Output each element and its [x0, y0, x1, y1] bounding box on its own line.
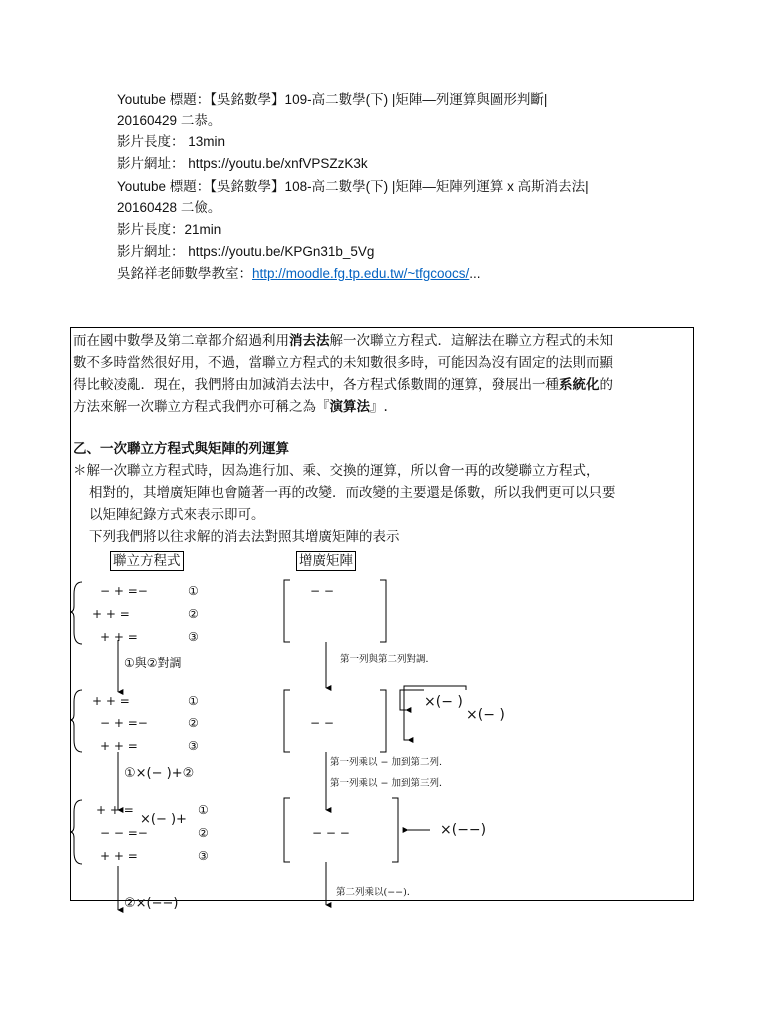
sys3-row-1: + + = — [96, 803, 134, 817]
label-augmented-matrix: 增廣矩陣 — [296, 551, 356, 571]
sys1-row-1: − + =− — [100, 584, 148, 598]
header-line-2: 20160429 二恭。 — [117, 113, 222, 128]
bracket-matrix-2-left — [284, 690, 290, 752]
sys2-circ-3: ③ — [188, 739, 199, 753]
sys2-circ-1: ① — [188, 694, 199, 708]
sys3-circ-1: ① — [198, 803, 209, 817]
term-systematic: 系統化 — [559, 377, 600, 393]
step3-left-label: ②×(−−) — [124, 896, 179, 911]
mat1-row-1: − − — [310, 584, 334, 598]
header-line-7: 影片長度：21min — [117, 222, 222, 237]
sys1-row-3: + + = — [100, 630, 138, 644]
sys3-row-3: + + = — [100, 849, 138, 863]
mat2-multiplier-1: ×(− ) — [424, 694, 463, 710]
bracket-matrix-2-right — [380, 690, 386, 752]
step3-right-label: 第二列乘以(−−)． — [336, 887, 417, 898]
step1-right-label: 第一列與第二列對調． — [340, 654, 436, 665]
paragraph-line-1: 而在國中數學及第二章都介紹過利用消去法解一次聯立方程式．這解法在聯立方程式的未知 — [73, 333, 613, 349]
header-line-3: 影片長度： 13min — [117, 134, 226, 149]
paragraph-line-4: 方法來解一次聯立方程式我們亦可稱之為『演算法』. — [73, 399, 388, 415]
header-line-5: Youtube 標題：【吳銘數學】108-高二數學(下) |矩陣—矩陣列運算 x 高斯消去法| — [117, 179, 589, 194]
sys1-circ-3: ③ — [188, 630, 199, 644]
sys3-multiplier: ×(− )+ — [140, 812, 187, 827]
sys3-row-2: − − =− — [100, 826, 148, 840]
sys2-row-1: + + = — [92, 694, 130, 708]
step2-right-label-a: 第一列乘以 − 加到第二列. — [330, 757, 443, 768]
classroom-label: 吳銘祥老師數學教室： — [117, 266, 252, 281]
classroom-link[interactable]: http://moodle.fg.tp.edu.tw/~tfgcoocs/ — [252, 266, 470, 281]
header-line-4: 影片網址： https://youtu.be/xnfVPSZzK3k — [117, 156, 368, 171]
sys2-circ-2: ② — [188, 716, 199, 730]
bracket-matrix-3-right — [392, 798, 398, 862]
mat2-row-2: − − — [310, 716, 334, 730]
sys1-circ-1: ① — [188, 584, 199, 598]
sys3-circ-2: ② — [198, 826, 209, 840]
sys3-circ-3: ③ — [198, 849, 209, 863]
paragraph-line-2: 數不多時當然很好用，不過，當聯立方程式的未知數很多時，可能因為沒有固定的法則而顯 — [73, 355, 613, 371]
header-line-1: Youtube 標題：【吳銘數學】109-高二數學(下) |矩陣—列運算與圖形判斷| — [117, 92, 548, 107]
mat2-multiplier-2: ×(− ) — [466, 707, 505, 723]
link-ellipsis: ... — [469, 266, 481, 281]
label-system-of-equations: 聯立方程式 — [110, 551, 184, 571]
bullet-line-3: 以矩陣紀錄方式來表示即可。 — [89, 507, 265, 523]
bracket-matrix-1-left — [284, 580, 290, 642]
brace-system-2 — [70, 690, 82, 752]
bullet-line-4: 下列我們將以往求解的消去法對照其增廣矩陣的表示 — [89, 529, 400, 545]
section-title: 乙、一次聯立方程式與矩陣的列運算 — [73, 441, 289, 457]
mat3-row-2: − − − — [312, 826, 350, 840]
bullet-line-2: 相對的，其增廣矩陣也會隨著一再的改變．而改變的主要還是係數，所以我們更可以只要 — [89, 485, 616, 501]
term-algorithm: 演算法 — [329, 399, 370, 415]
brace-system-1 — [70, 582, 82, 644]
step1-left-label: ①與②對調 — [124, 656, 182, 670]
bullet-line-1: ＊解一次聯立方程式時，因為進行加、乘、交換的運算，所以會一再的改變聯立方程式， — [73, 463, 600, 479]
term-elimination: 消去法 — [289, 333, 330, 349]
sys2-row-2: − + =− — [100, 716, 148, 730]
step2-left-label: ①×(− )+② — [124, 766, 195, 781]
sys1-circ-2: ② — [188, 607, 199, 621]
bracket-matrix-3-left — [284, 798, 290, 862]
bracket-matrix-1-right — [380, 580, 386, 642]
sys1-row-2: + + = — [92, 607, 130, 621]
mat3-multiplier: ×(−−) — [440, 822, 487, 838]
header-line-6: 20160428 二儉。 — [117, 200, 222, 215]
brace-system-3 — [70, 800, 82, 864]
header-line-8: 影片網址： https://youtu.be/KPGn31b_5Vg — [117, 244, 375, 259]
sys2-row-3: + + = — [100, 739, 138, 753]
paragraph-line-3: 得比較凌亂．現在，我們將由加減消去法中，各方程式係數間的運算，發展出一種系統化的 — [73, 377, 613, 393]
step2-right-label-b: 第一列乘以 − 加到第三列． — [330, 778, 449, 789]
